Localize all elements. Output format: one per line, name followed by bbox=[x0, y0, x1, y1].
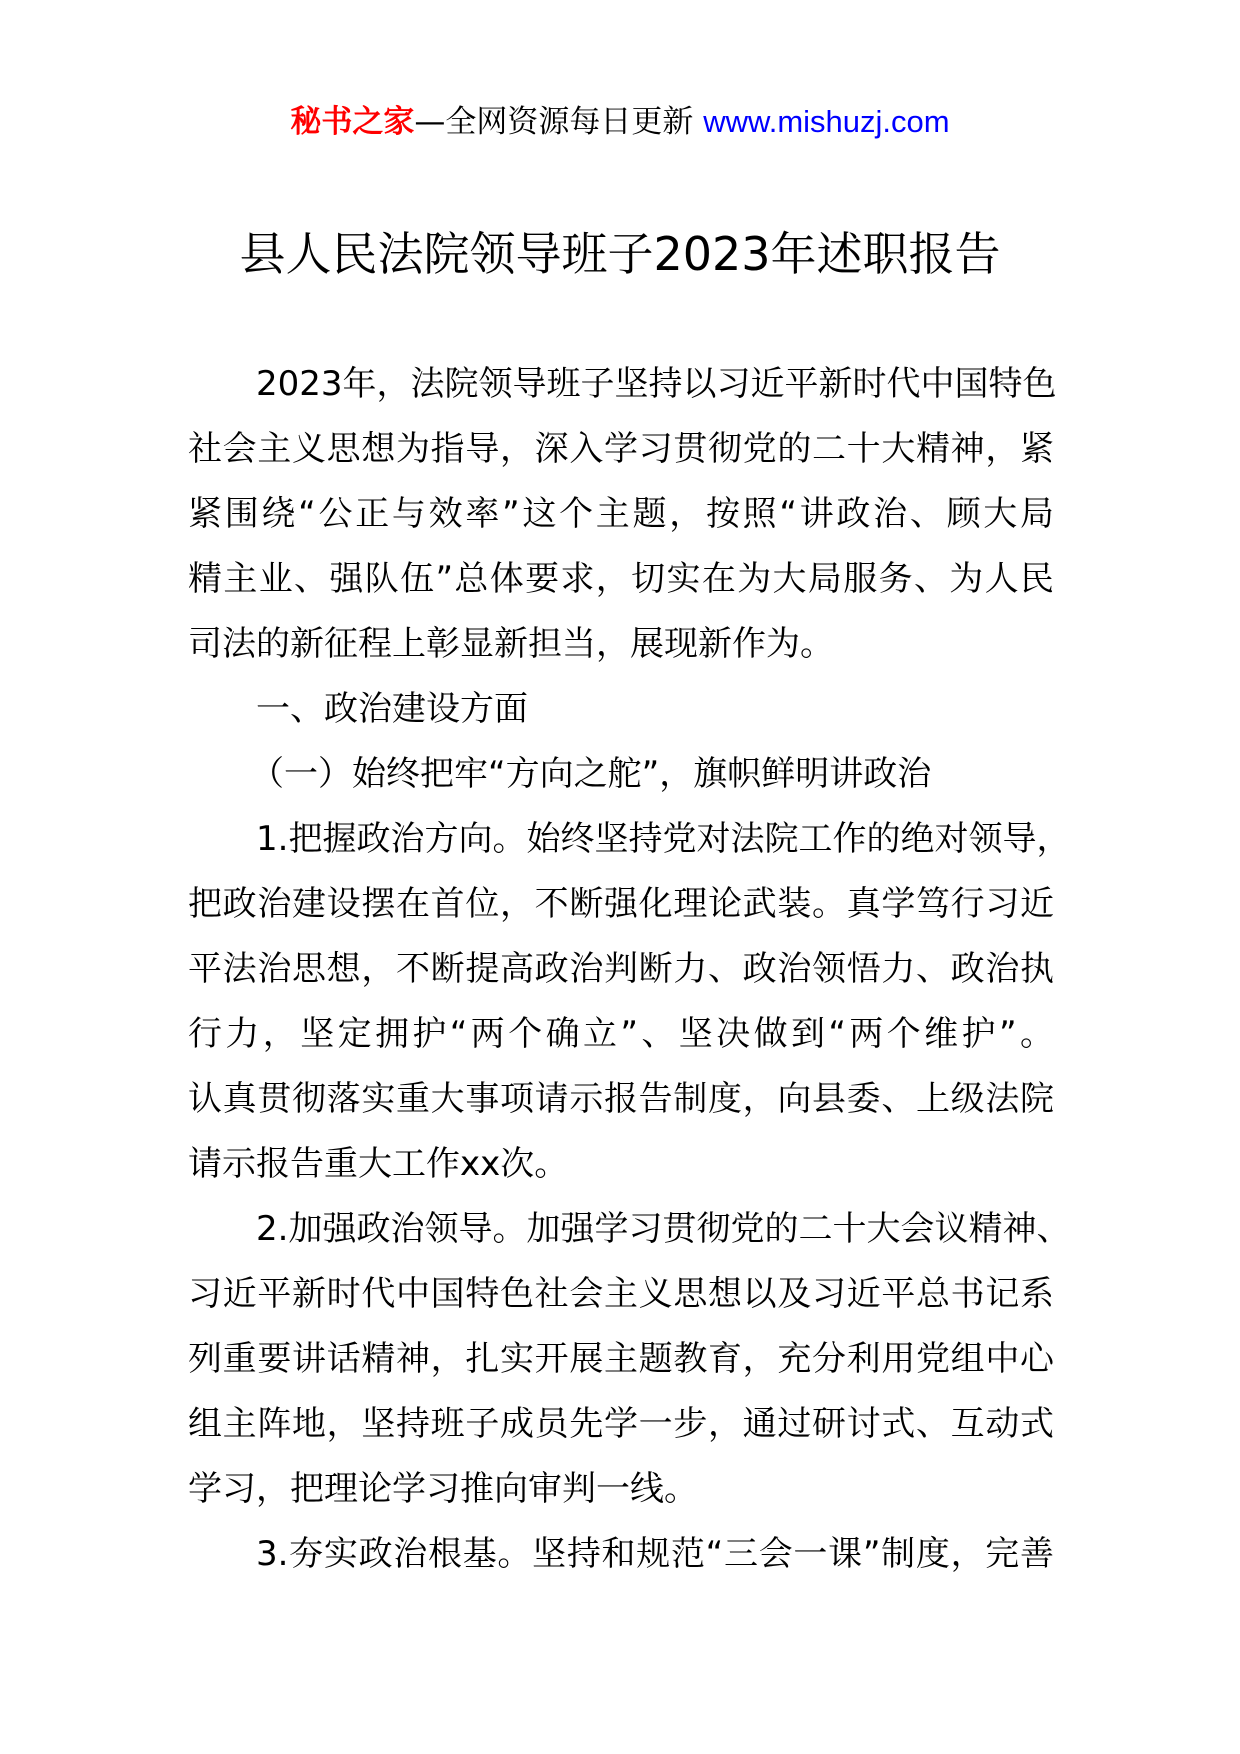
paragraph-line: 精主业、强队伍”总体要求，切实在为大局服务、为人民 bbox=[188, 559, 1054, 599]
paragraph-line: 把政治建设摆在首位，不断强化理论武装。真学笃行习近 bbox=[188, 884, 1054, 924]
subsection-heading: （一）始终把牢“方向之舵”，旗帜鲜明讲政治 bbox=[250, 754, 932, 794]
site-brand: 秘书之家 bbox=[290, 104, 415, 140]
paragraph-line: 3.夯实政治根基。坚持和规范“三会一课”制度，完善 bbox=[256, 1534, 1054, 1574]
paragraph-line: 认真贯彻落实重大事项请示报告制度，向县委、上级法院 bbox=[188, 1079, 1054, 1119]
paragraph-line: 社会主义思想为指导，深入学习贯彻党的二十大精神，紧 bbox=[188, 429, 1054, 469]
paragraph-line: 平法治思想，不断提高政治判断力、政治领悟力、政治执 bbox=[188, 949, 1054, 989]
paragraph-line: 紧围绕“公正与效率”这个主题，按照“讲政治、顾大局 bbox=[188, 494, 1054, 534]
paragraph-line: 2.加强政治领导。加强学习贯彻党的二十大会议精神、 bbox=[256, 1209, 1071, 1249]
document-body bbox=[188, 352, 1071, 1587]
paragraph-line: 1.把握政治方向。始终坚持党对法院工作的绝对领导， bbox=[256, 819, 1071, 859]
site-tagline: —全网资源每日更新 bbox=[414, 104, 694, 140]
paragraph-line: 组主阵地，坚持班子成员先学一步，通过研讨式、互动式 bbox=[188, 1404, 1054, 1444]
site-header bbox=[0, 100, 1240, 144]
paragraph-line: 习近平新时代中国特色社会主义思想以及习近平总书记系 bbox=[188, 1274, 1054, 1314]
paragraph-line: 列重要讲话精神，扎实开展主题教育，充分利用党组中心 bbox=[188, 1339, 1054, 1379]
site-url-link[interactable]: www.mishuzj.com bbox=[703, 104, 950, 139]
document-title: 县人民法院领导班子2023年述职报告 bbox=[239, 227, 1001, 281]
paragraph-line: 2023年，法院领导班子坚持以习近平新时代中国特色 bbox=[256, 364, 1057, 404]
paragraph-line: 司法的新征程上彰显新担当，展现新作为。 bbox=[188, 624, 834, 664]
paragraph-line: 学习，把理论学习推向审判一线。 bbox=[188, 1469, 698, 1509]
paragraph-line: 请示报告重大工作xx次。 bbox=[188, 1144, 569, 1184]
paragraph-line: 行力，坚定拥护“两个确立”、坚决做到“两个维护”。 bbox=[188, 1014, 1054, 1054]
section-heading: 一、政治建设方面 bbox=[256, 689, 528, 729]
